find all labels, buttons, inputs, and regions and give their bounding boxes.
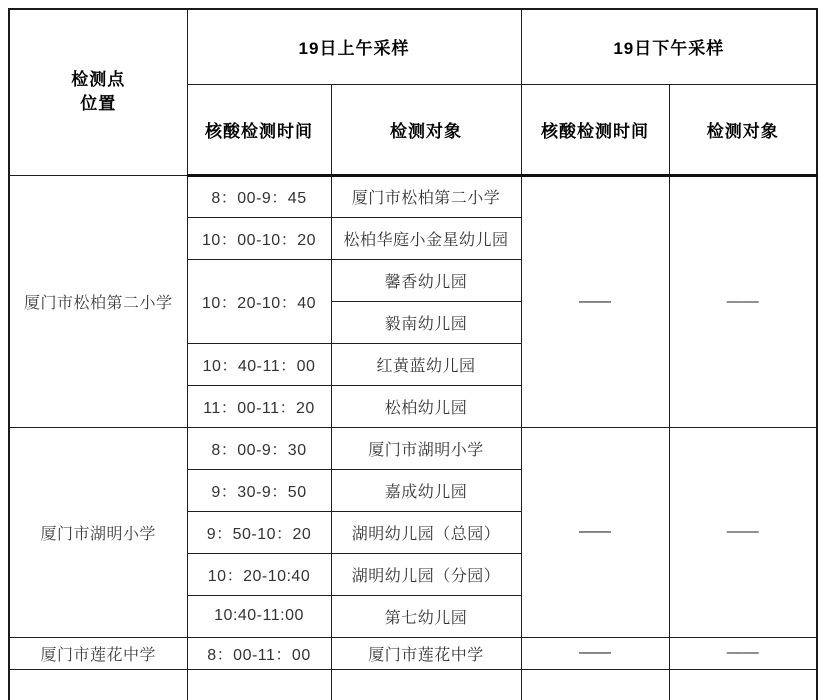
afternoon-subject-dash-cell: —— (669, 175, 817, 427)
time-cell: 8：00-9：30 (187, 427, 331, 469)
afternoon-subject-dash-cell: —— (669, 427, 817, 637)
header-location-cell (9, 9, 187, 175)
empty-cell (187, 669, 331, 700)
afternoon-subject-dash-cell: —— (669, 637, 817, 669)
time-cell: 9：50-10：20 (187, 511, 331, 553)
subject-cell: 毅南幼儿园 (331, 301, 521, 343)
sampling-schedule-table (8, 8, 818, 700)
header-subject-cell-pm: 检测对象 (669, 84, 817, 175)
header-time-cell-am: 核酸检测时间 (187, 84, 331, 175)
location-cell: 厦门市莲花中学 (9, 637, 187, 669)
subject-cell: 厦门市松柏第二小学 (331, 175, 521, 217)
time-cell: 9：30-9：50 (187, 469, 331, 511)
empty-cell (331, 669, 521, 700)
header-row-top (9, 9, 817, 84)
empty-cell (521, 669, 669, 700)
afternoon-time-dash-cell: —— (521, 427, 669, 637)
time-cell: 8：00-9：45 (187, 175, 331, 217)
subject-cell: 湖明幼儿园（分园） (331, 553, 521, 595)
header-time-cell-pm: 核酸检测时间 (521, 84, 669, 175)
table-header (9, 9, 817, 175)
time-cell: 10：00-10：20 (187, 217, 331, 259)
header-location-line2: 位置 (80, 94, 117, 114)
subject-cell: 厦门市莲花中学 (331, 637, 521, 669)
time-cell: 10：20-10：40 (187, 259, 331, 343)
table-row (9, 637, 817, 669)
empty-cell (669, 669, 817, 700)
location-cell: 厦门市湖明小学 (9, 427, 187, 637)
header-morning-cell: 19日上午采样 (187, 9, 521, 84)
location-cell: 厦门市松柏第二小学 (9, 175, 187, 427)
table-row (9, 175, 817, 217)
header-afternoon-cell: 19日下午采样 (521, 9, 817, 84)
time-cell: 11：00-11：20 (187, 385, 331, 427)
subject-cell: 湖明幼儿园（总园） (331, 511, 521, 553)
empty-cell (9, 669, 187, 700)
time-cell: 10:40-11:00 (187, 595, 331, 637)
subject-cell: 厦门市湖明小学 (331, 427, 521, 469)
time-cell: 10：40-11：00 (187, 343, 331, 385)
subject-cell: 松柏华庭小金星幼儿园 (331, 217, 521, 259)
subject-cell: 嘉成幼儿园 (331, 469, 521, 511)
header-location-line1: 检测点 (71, 69, 126, 89)
time-cell: 10：20-10:40 (187, 553, 331, 595)
subject-cell: 馨香幼儿园 (331, 259, 521, 301)
time-cell: 8：00-11：00 (187, 637, 331, 669)
subject-cell: 第七幼儿园 (331, 595, 521, 637)
table-row-partial (9, 669, 817, 700)
table-row (9, 427, 817, 469)
subject-cell: 红黄蓝幼儿园 (331, 343, 521, 385)
subject-cell: 松柏幼儿园 (331, 385, 521, 427)
header-subject-cell-am: 检测对象 (331, 84, 521, 175)
afternoon-time-dash-cell: —— (521, 637, 669, 669)
afternoon-time-dash-cell: —— (521, 175, 669, 427)
table-body (9, 175, 817, 700)
